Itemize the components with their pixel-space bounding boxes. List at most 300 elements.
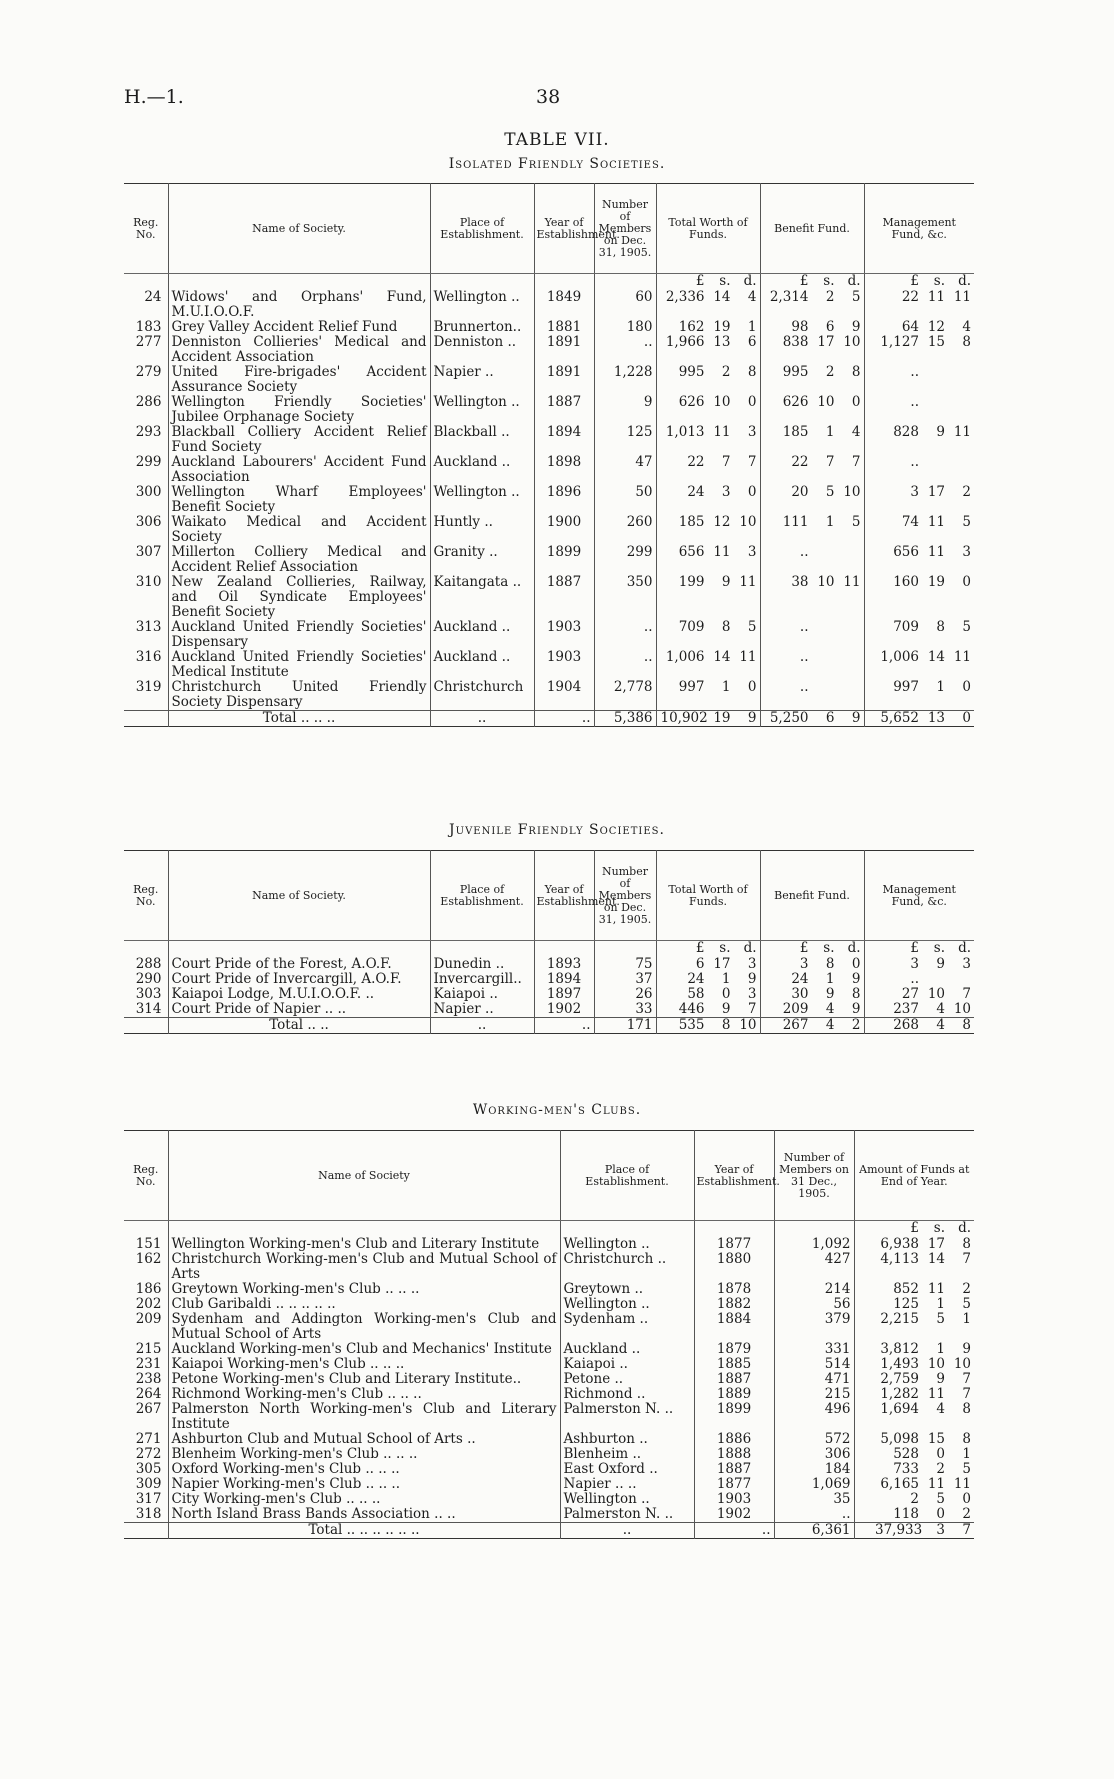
year-established: 1885 xyxy=(694,1357,774,1372)
total-worth xyxy=(656,320,760,335)
funds-at-end xyxy=(854,1387,974,1402)
benefit-fund-shillings: 6 xyxy=(825,319,835,335)
member-count: 379 xyxy=(774,1312,854,1342)
reg-no: 299 xyxy=(135,454,162,470)
total-worth-shillings: 19 xyxy=(713,319,731,335)
benefit-fund-pounds: 111 xyxy=(782,514,809,530)
benefit-fund-pounds: 38 xyxy=(791,574,809,590)
column-header: Year of Establishment. xyxy=(534,851,594,941)
management-fund-pence: 11 xyxy=(953,289,971,305)
total-members: 171 xyxy=(594,1018,656,1034)
funds-at-end-pounds: 1,493 xyxy=(880,1356,919,1372)
isolated-societies-table xyxy=(124,183,974,727)
member-count: 215 xyxy=(774,1387,854,1402)
table-row xyxy=(124,1357,974,1372)
club-name: Petone Working-men's Club and Literary Institute.. xyxy=(168,1372,560,1387)
place-of-establishment: Huntly .. xyxy=(430,515,534,545)
place-of-establishment: Wellington .. xyxy=(560,1237,694,1252)
society-name: Auckland Labourers' Accident Fund Association xyxy=(168,455,430,485)
benefit-fund-pounds: 5,250 xyxy=(769,710,809,726)
member-count: .. xyxy=(594,650,656,680)
benefit-fund-pence xyxy=(835,680,861,695)
table-row xyxy=(124,455,974,485)
funds-at-end-pounds: 1,282 xyxy=(880,1386,919,1402)
table-row xyxy=(124,1002,974,1018)
table-title: TABLE VII. xyxy=(504,130,610,150)
society-name: Waikato Medical and Accident Society xyxy=(168,515,430,545)
management-fund-pounds: 27 xyxy=(901,986,919,1002)
total-worth xyxy=(656,425,760,455)
total-worth-pounds: 10,902 xyxy=(660,710,708,726)
place-of-establishment: Petone .. xyxy=(560,1372,694,1387)
benefit-fund-pence: 5 xyxy=(851,289,861,305)
total-label: Total .. .. .. .. .. .. xyxy=(168,1523,560,1539)
total-worth-shillings: 13 xyxy=(713,334,731,350)
isolated-section-title: Isolated Friendly Societies. xyxy=(448,156,666,172)
club-name: Club Garibaldi .. .. .. .. .. xyxy=(168,1297,560,1312)
place-of-establishment: Kaiapoi .. xyxy=(430,987,534,1002)
management-fund-shillings: 15 xyxy=(927,334,945,350)
member-count: .. xyxy=(594,335,656,365)
funds-at-end-shillings: 1 xyxy=(936,1341,945,1357)
total-worth-pence: 0 xyxy=(747,679,757,695)
member-count: 9 xyxy=(594,395,656,425)
blank-cell xyxy=(594,274,656,291)
member-count: 37 xyxy=(594,972,656,987)
club-name: Richmond Working-men's Club .. .. .. xyxy=(168,1387,560,1402)
benefit-fund-pounds: .. xyxy=(799,619,809,635)
funds-at-end-shillings: 10 xyxy=(927,1356,945,1372)
year-established: 1849 xyxy=(534,290,594,320)
reg-no: 277 xyxy=(135,334,162,350)
total-worth-pounds: 1,966 xyxy=(665,334,705,350)
total-worth-pounds: 656 xyxy=(678,544,705,560)
column-header: Reg. No. xyxy=(124,851,168,941)
column-header: Amount of Funds at End of Year. xyxy=(854,1131,974,1221)
management-fund-pounds: 1,006 xyxy=(880,649,919,665)
society-name: Millerton Colliery Medical and Accident Relief Association xyxy=(168,545,430,575)
year-established: 1877 xyxy=(694,1477,774,1492)
unit-label: d. xyxy=(743,273,757,289)
reg-no: 264 xyxy=(135,1386,162,1402)
total-worth-shillings: 2 xyxy=(721,364,731,380)
management-fund-pounds: .. xyxy=(910,394,919,410)
management-fund-pounds: .. xyxy=(910,971,919,987)
total-worth-shillings: 14 xyxy=(713,289,731,305)
funds-at-end-shillings: 11 xyxy=(927,1386,945,1402)
table-row xyxy=(124,680,974,711)
management-fund xyxy=(864,957,974,972)
management-fund-shillings: 4 xyxy=(936,1017,945,1033)
unit-label: £ xyxy=(910,1220,919,1236)
management-fund xyxy=(864,335,974,365)
management-fund-pence: 10 xyxy=(953,1001,971,1017)
management-fund-pounds: .. xyxy=(910,454,919,470)
management-fund xyxy=(864,320,974,335)
reg-no: 309 xyxy=(135,1476,162,1492)
benefit-fund-shillings: 5 xyxy=(825,484,835,500)
management-fund-pence: 3 xyxy=(962,544,971,560)
management-fund-shillings: 10 xyxy=(927,986,945,1002)
benefit-fund xyxy=(760,515,864,545)
management-fund-pence: 0 xyxy=(962,679,971,695)
funds-at-end-pence: 5 xyxy=(962,1461,971,1477)
management-fund-shillings: 9 xyxy=(936,956,945,972)
funds-at-end-pence: 11 xyxy=(953,1476,971,1492)
blank-cell xyxy=(560,1221,694,1238)
reg-no: 267 xyxy=(135,1401,162,1417)
member-count: 180 xyxy=(594,320,656,335)
column-header: Reg. No. xyxy=(124,1131,168,1221)
management-fund-pence: 8 xyxy=(962,1017,971,1033)
year-established: 1902 xyxy=(534,1002,594,1018)
funds-at-end xyxy=(854,1462,974,1477)
society-name: New Zealand Collieries, Railway, and Oil Syndicate Employees' Benefit Society xyxy=(168,575,430,620)
blank-cell xyxy=(168,941,430,958)
management-fund-shillings: 12 xyxy=(927,319,945,335)
management-fund-pence: 11 xyxy=(953,649,971,665)
benefit-fund-pounds: 185 xyxy=(782,424,809,440)
reg-no: 314 xyxy=(135,1001,162,1017)
page-number: 38 xyxy=(536,86,561,108)
funds-at-end-pence: 0 xyxy=(962,1491,971,1507)
management-fund-pounds: 828 xyxy=(893,424,919,440)
management-fund-pence: 8 xyxy=(962,334,971,350)
benefit-fund xyxy=(760,620,864,650)
benefit-fund xyxy=(760,290,864,320)
management-fund-pence: 3 xyxy=(962,956,971,972)
member-count: 350 xyxy=(594,575,656,620)
benefit-fund-shillings: 1 xyxy=(825,424,835,440)
society-name: Wellington Friendly Societies' Jubilee Orphanage Society xyxy=(168,395,430,425)
table-row xyxy=(124,485,974,515)
unit-label: s. xyxy=(719,940,731,956)
reg-no: 151 xyxy=(135,1236,162,1252)
member-count: .. xyxy=(774,1507,854,1523)
reg-no: 271 xyxy=(135,1431,162,1447)
management-fund-pounds: 5,652 xyxy=(880,710,919,726)
management-fund-pounds: 237 xyxy=(893,1001,919,1017)
total-worth xyxy=(656,957,760,972)
benefit-fund-shillings: 10 xyxy=(817,574,835,590)
place-of-establishment: Auckland .. xyxy=(430,650,534,680)
column-header: Management Fund, &c. xyxy=(864,851,974,941)
society-name: Kaiapoi Lodge, M.U.I.O.O.F. .. xyxy=(168,987,430,1002)
total-year: .. xyxy=(534,711,594,727)
funds-at-end-pounds: 852 xyxy=(893,1281,919,1297)
management-fund xyxy=(864,455,974,485)
year-established: 1903 xyxy=(534,650,594,680)
table-row xyxy=(124,1402,974,1432)
total-worth-pounds: 185 xyxy=(678,514,705,530)
place-of-establishment: Napier .. xyxy=(430,365,534,395)
unit-label: £ xyxy=(910,940,919,956)
total-worth-shillings: 9 xyxy=(721,574,731,590)
benefit-fund-shillings: 10 xyxy=(817,394,835,410)
benefit-fund-pounds: 626 xyxy=(782,394,809,410)
column-header: Name of Society. xyxy=(168,184,430,274)
total-worth-pence: 11 xyxy=(739,649,757,665)
table-row xyxy=(124,1342,974,1357)
member-count: 60 xyxy=(594,290,656,320)
unit-label: d. xyxy=(743,940,757,956)
total-worth xyxy=(656,515,760,545)
funds-at-end xyxy=(854,1507,974,1523)
funds-at-end-pounds: 125 xyxy=(893,1296,919,1312)
place-of-establishment: Sydenham .. xyxy=(560,1312,694,1342)
column-header: Management Fund, &c. xyxy=(864,184,974,274)
place-of-establishment: Auckland .. xyxy=(560,1342,694,1357)
management-fund xyxy=(864,395,974,425)
funds-at-end-pounds: 6,938 xyxy=(880,1236,919,1252)
management-fund xyxy=(864,515,974,545)
year-established: 1881 xyxy=(534,320,594,335)
society-name: Auckland United Friendly Societies' Dispensary xyxy=(168,620,430,650)
place-of-establishment: East Oxford .. xyxy=(560,1462,694,1477)
year-established: 1891 xyxy=(534,335,594,365)
benefit-fund-shillings xyxy=(809,650,835,665)
place-of-establishment: Brunnerton.. xyxy=(430,320,534,335)
total-worth-pounds: 6 xyxy=(695,956,705,972)
reg-no: 319 xyxy=(135,679,162,695)
management-fund-pounds: 74 xyxy=(901,514,919,530)
year-established: 1896 xyxy=(534,485,594,515)
total-worth-pounds: 22 xyxy=(687,454,705,470)
column-header: Number of Members on Dec. 31, 1905. xyxy=(594,851,656,941)
year-established: 1887 xyxy=(534,395,594,425)
total-worth xyxy=(656,987,760,1002)
reg-no: 238 xyxy=(135,1371,162,1387)
member-count: 26 xyxy=(594,987,656,1002)
funds-at-end xyxy=(854,1477,974,1492)
management-fund-pounds: 64 xyxy=(901,319,919,335)
funds-at-end-pence: 9 xyxy=(962,1341,971,1357)
funds-at-end-pence: 7 xyxy=(962,1371,971,1387)
benefit-fund-pounds: 24 xyxy=(791,971,809,987)
benefit-fund-pence: 10 xyxy=(843,484,861,500)
working-mens-clubs-table xyxy=(124,1130,974,1539)
club-name: Christchurch Working-men's Club and Mutual School of Arts xyxy=(168,1252,560,1282)
total-worth-shillings: 1 xyxy=(721,971,731,987)
management-fund-shillings: 11 xyxy=(927,544,945,560)
society-name: United Fire-brigades' Accident Assurance Society xyxy=(168,365,430,395)
benefit-fund-pounds: 838 xyxy=(782,334,809,350)
column-header: Benefit Fund. xyxy=(760,851,864,941)
funds-at-end xyxy=(854,1342,974,1357)
reg-no: 24 xyxy=(144,289,162,305)
member-count: 214 xyxy=(774,1282,854,1297)
total-worth-pounds: 24 xyxy=(687,971,705,987)
reg-no: 303 xyxy=(135,986,162,1002)
society-name: Court Pride of Napier .. .. xyxy=(168,1002,430,1018)
total-worth xyxy=(656,335,760,365)
year-established: 1887 xyxy=(534,575,594,620)
funds-at-end-pounds: 733 xyxy=(893,1461,919,1477)
table-row xyxy=(124,1447,974,1462)
total-place: .. xyxy=(430,1018,534,1034)
total-worth-pence: 3 xyxy=(747,424,757,440)
place-of-establishment: Christchurch .. xyxy=(560,1252,694,1282)
total-worth xyxy=(656,485,760,515)
benefit-fund-pence: 9 xyxy=(851,971,861,987)
member-count: 306 xyxy=(774,1447,854,1462)
total-worth-shillings: 12 xyxy=(713,514,731,530)
member-count: 496 xyxy=(774,1402,854,1432)
management-fund-pence: 5 xyxy=(962,514,971,530)
funds-at-end-shillings: 0 xyxy=(936,1446,945,1462)
column-header: Year of Establishment. xyxy=(534,184,594,274)
management-fund-pence: 0 xyxy=(962,710,971,726)
benefit-fund xyxy=(760,987,864,1002)
reg-no: 300 xyxy=(135,484,162,500)
funds-at-end-shillings: 4 xyxy=(936,1401,945,1417)
year-established: 1894 xyxy=(534,425,594,455)
column-header: Total Worth of Funds. xyxy=(656,184,760,274)
total-worth-pounds: 997 xyxy=(678,679,705,695)
unit-label: s. xyxy=(933,940,945,956)
funds-at-end-pence: 2 xyxy=(962,1281,971,1297)
blank-cell xyxy=(124,941,168,958)
funds-at-end-shillings: 17 xyxy=(927,1236,945,1252)
funds-at-end-shillings: 15 xyxy=(927,1431,945,1447)
management-fund xyxy=(864,545,974,575)
club-name: Blenheim Working-men's Club .. .. .. xyxy=(168,1447,560,1462)
management-fund xyxy=(864,620,974,650)
member-count: 1,228 xyxy=(594,365,656,395)
reg-no: 310 xyxy=(135,574,162,590)
benefit-fund xyxy=(760,455,864,485)
benefit-fund-shillings: 6 xyxy=(825,710,835,726)
funds-at-end-pounds: 6,165 xyxy=(880,1476,919,1492)
total-worth-pence: 4 xyxy=(747,289,757,305)
benefit-fund-pence: 5 xyxy=(851,514,861,530)
member-count: 125 xyxy=(594,425,656,455)
reg-no: 162 xyxy=(135,1251,162,1267)
column-header: Total Worth of Funds. xyxy=(656,851,760,941)
benefit-fund-pence xyxy=(835,545,861,560)
year-established: 1888 xyxy=(694,1447,774,1462)
place-of-establishment: Auckland .. xyxy=(430,620,534,650)
total-worth-shillings: 19 xyxy=(713,710,731,726)
total-year: .. xyxy=(694,1523,774,1539)
management-fund-pence: 2 xyxy=(962,484,971,500)
benefit-fund-pence: 7 xyxy=(851,454,861,470)
total-worth-pence: 10 xyxy=(739,1017,757,1033)
year-established: 1891 xyxy=(534,365,594,395)
total-worth-pence: 3 xyxy=(747,956,757,972)
benefit-fund-shillings: 17 xyxy=(817,334,835,350)
benefit-fund-shillings: 9 xyxy=(825,986,835,1002)
year-established: 1882 xyxy=(694,1297,774,1312)
year-established: 1897 xyxy=(534,987,594,1002)
member-count: 471 xyxy=(774,1372,854,1387)
benefit-fund-shillings: 2 xyxy=(825,289,835,305)
total-worth-shillings: 0 xyxy=(721,986,731,1002)
total-worth-pounds: 58 xyxy=(687,986,705,1002)
reg-no: 288 xyxy=(135,956,162,972)
benefit-fund-pounds: 22 xyxy=(791,454,809,470)
management-fund-pounds: .. xyxy=(910,364,919,380)
society-name: Court Pride of the Forest, A.O.F. xyxy=(168,957,430,972)
funds-at-end-pounds: 1,694 xyxy=(880,1401,919,1417)
total-worth-pounds: 446 xyxy=(678,1001,705,1017)
total-row xyxy=(124,1018,974,1034)
member-count: 56 xyxy=(774,1297,854,1312)
management-fund-pounds: 656 xyxy=(893,544,919,560)
total-worth xyxy=(656,1002,760,1018)
table-row xyxy=(124,972,974,987)
year-established: 1899 xyxy=(534,545,594,575)
year-established: 1889 xyxy=(694,1387,774,1402)
total-place: .. xyxy=(430,711,534,727)
table-row xyxy=(124,1507,974,1523)
member-count: 331 xyxy=(774,1342,854,1357)
management-fund-shillings: 11 xyxy=(927,289,945,305)
management-fund-shillings: 9 xyxy=(936,424,945,440)
management-fund xyxy=(864,987,974,1002)
management-fund-pounds: 3 xyxy=(910,956,919,972)
blank-cell xyxy=(124,1221,168,1238)
blank-cell xyxy=(534,941,594,958)
management-fund xyxy=(864,650,974,680)
funds-at-end xyxy=(854,1357,974,1372)
management-fund-shillings xyxy=(919,395,945,410)
year-established: 1884 xyxy=(694,1312,774,1342)
table-row xyxy=(124,290,974,320)
funds-at-end-pounds: 2,215 xyxy=(880,1311,919,1327)
total-members: 5,386 xyxy=(594,711,656,727)
benefit-fund-pence: 9 xyxy=(851,319,861,335)
funds-at-end-pence: 7 xyxy=(962,1386,971,1402)
management-fund-shillings xyxy=(919,365,945,380)
benefit-fund xyxy=(760,972,864,987)
benefit-fund-pence: 8 xyxy=(851,364,861,380)
total-worth-shillings: 11 xyxy=(713,424,731,440)
reg-no: 306 xyxy=(135,514,162,530)
blank-cell xyxy=(430,274,534,291)
total-worth-pence: 6 xyxy=(747,334,757,350)
blank-cell xyxy=(694,1221,774,1238)
club-name: Palmerston North Working-men's Club and Literary Institute xyxy=(168,1402,560,1432)
total-worth xyxy=(656,395,760,425)
benefit-fund-pence: 9 xyxy=(851,1001,861,1017)
place-of-establishment: Wellington .. xyxy=(430,290,534,320)
total-worth-pence: 9 xyxy=(747,971,757,987)
society-name: Christchurch United Friendly Society Dispensary xyxy=(168,680,430,711)
unit-label: £ xyxy=(695,273,705,289)
unit-label: s. xyxy=(933,273,945,289)
reg-no: 293 xyxy=(135,424,162,440)
blank-cell xyxy=(168,1221,560,1238)
unit-label: d. xyxy=(958,1220,971,1236)
management-fund-shillings: 1 xyxy=(936,679,945,695)
column-header: Number of Members on Dec. 31, 1905. xyxy=(594,184,656,274)
management-fund xyxy=(864,711,974,727)
unit-label: s. xyxy=(719,273,731,289)
total-worth xyxy=(656,455,760,485)
benefit-fund-shillings: 4 xyxy=(825,1001,835,1017)
column-header: Name of Society. xyxy=(168,851,430,941)
benefit-fund xyxy=(760,680,864,711)
place-of-establishment: Palmerston N. .. xyxy=(560,1507,694,1523)
management-fund xyxy=(864,575,974,620)
total-worth-pounds: 1,013 xyxy=(665,424,705,440)
total-worth-shillings: 3 xyxy=(721,484,731,500)
total-worth xyxy=(656,290,760,320)
benefit-fund-pence: 10 xyxy=(843,334,861,350)
year-established: 1903 xyxy=(534,620,594,650)
total-worth-pounds: 535 xyxy=(678,1017,705,1033)
